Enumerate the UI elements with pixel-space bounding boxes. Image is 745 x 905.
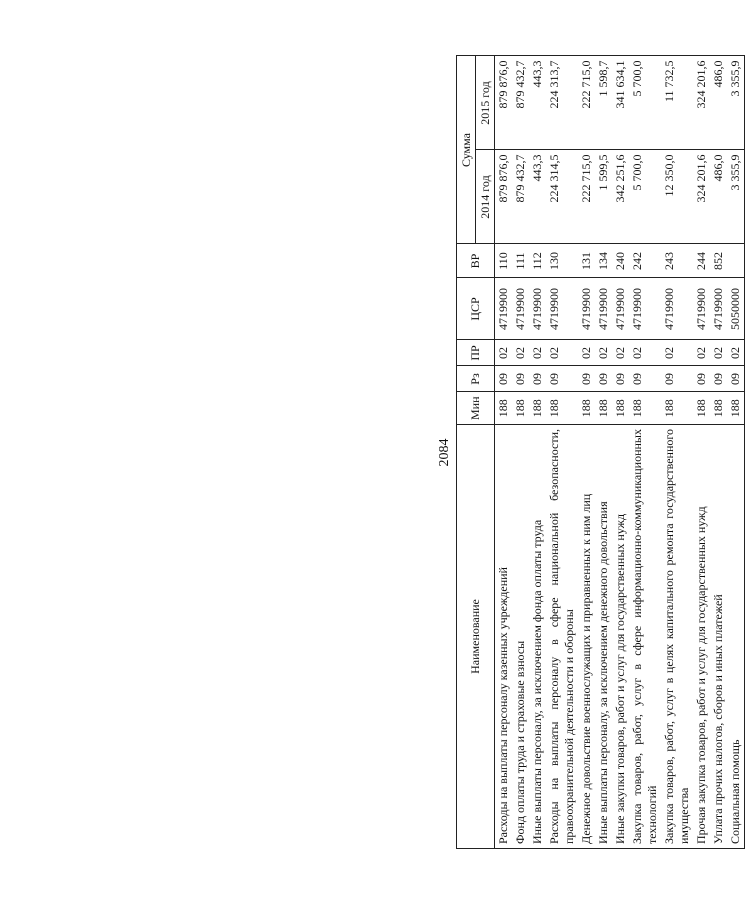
table-row xyxy=(612,56,629,849)
row-rz: 09 xyxy=(629,366,661,392)
row-2014: 324 201,6 xyxy=(693,150,710,244)
row-csr: 4719900 xyxy=(661,278,693,340)
row-rz: 09 xyxy=(495,366,513,392)
row-name: Закупка товаров, работ, услуг в сфере информационно-коммуникационных технологий xyxy=(629,425,661,849)
table-row xyxy=(595,56,612,849)
row-2014: 443,3 xyxy=(529,150,546,244)
row-2015: 224 313,7 xyxy=(546,56,578,150)
row-csr: 4719900 xyxy=(529,278,546,340)
row-2014: 342 251,6 xyxy=(612,150,629,244)
row-vr: 134 xyxy=(595,244,612,278)
row-rz: 09 xyxy=(512,366,529,392)
row-pr: 02 xyxy=(512,340,529,366)
header-sum: Сумма xyxy=(457,56,476,244)
row-name: Иные закупки товаров, работ и услуг для государственных нужд xyxy=(612,425,629,849)
row-2015: 11 732,5 xyxy=(661,56,693,150)
table-row xyxy=(629,56,661,849)
row-csr: 4719900 xyxy=(578,278,595,340)
row-2015: 486,0 xyxy=(710,56,727,150)
row-pr: 02 xyxy=(693,340,710,366)
row-pr: 02 xyxy=(727,340,745,366)
row-rz: 09 xyxy=(693,366,710,392)
row-csr: 4719900 xyxy=(693,278,710,340)
row-vr: 131 xyxy=(578,244,595,278)
header-2014: 2014 год xyxy=(476,150,495,244)
row-vr: 130 xyxy=(546,244,578,278)
row-min: 188 xyxy=(495,392,513,425)
row-2014: 5 700,0 xyxy=(629,150,661,244)
row-name: Расходы на выплаты персоналу казенных учреждений xyxy=(495,425,513,849)
row-2015: 443,3 xyxy=(529,56,546,150)
row-min: 188 xyxy=(529,392,546,425)
row-pr: 02 xyxy=(710,340,727,366)
row-2014: 3 355,9 xyxy=(727,150,745,244)
row-csr: 4719900 xyxy=(595,278,612,340)
header-pr: ПР xyxy=(457,340,495,366)
row-2015: 222 715,0 xyxy=(578,56,595,150)
row-name: Иные выплаты персоналу, за исключением денежного довольствия xyxy=(595,425,612,849)
row-name: Социальная помощь xyxy=(727,425,745,849)
row-pr: 02 xyxy=(546,340,578,366)
row-min: 188 xyxy=(629,392,661,425)
budget-table xyxy=(456,55,745,849)
header-2015: 2015 год xyxy=(476,56,495,150)
row-csr: 4719900 xyxy=(512,278,529,340)
row-vr: 244 xyxy=(693,244,710,278)
row-2014: 879 876,0 xyxy=(495,150,513,244)
header-rz: Рз xyxy=(457,366,495,392)
row-min: 188 xyxy=(546,392,578,425)
row-name: Прочая закупка товаров, работ и услуг для государственных нужд xyxy=(693,425,710,849)
row-2015: 5 700,0 xyxy=(629,56,661,150)
row-csr: 4719900 xyxy=(612,278,629,340)
row-name: Фонд оплаты труда и страховые взносы xyxy=(512,425,529,849)
row-csr: 4719900 xyxy=(546,278,578,340)
table-body xyxy=(495,56,745,849)
row-2015: 324 201,6 xyxy=(693,56,710,150)
row-rz: 09 xyxy=(727,366,745,392)
row-vr: 243 xyxy=(661,244,693,278)
row-name: Закупка товаров, работ, услуг в целях капитального ремонта государственного имущества xyxy=(661,425,693,849)
table-row xyxy=(710,56,727,849)
row-rz: 09 xyxy=(661,366,693,392)
table-row xyxy=(529,56,546,849)
row-csr: 4719900 xyxy=(495,278,513,340)
row-pr: 02 xyxy=(529,340,546,366)
table-row xyxy=(495,56,513,849)
row-min: 188 xyxy=(727,392,745,425)
row-2014: 222 715,0 xyxy=(578,150,595,244)
table-row xyxy=(578,56,595,849)
row-pr: 02 xyxy=(495,340,513,366)
row-vr: 852 xyxy=(710,244,727,278)
page-number: 2084 xyxy=(437,438,452,467)
row-csr: 5050000 xyxy=(727,278,745,340)
row-min: 188 xyxy=(693,392,710,425)
row-rz: 09 xyxy=(612,366,629,392)
row-rz: 09 xyxy=(710,366,727,392)
row-name: Денежное довольствие военнослужащих и приравненных к ним лиц xyxy=(578,425,595,849)
header-vr: ВР xyxy=(457,244,495,278)
table-row xyxy=(661,56,693,849)
row-vr: 110 xyxy=(495,244,513,278)
row-2014: 1 599,5 xyxy=(595,150,612,244)
row-min: 188 xyxy=(595,392,612,425)
row-vr: 111 xyxy=(512,244,529,278)
row-pr: 02 xyxy=(661,340,693,366)
header-csr: ЦСР xyxy=(457,278,495,340)
row-2014: 486,0 xyxy=(710,150,727,244)
row-pr: 02 xyxy=(595,340,612,366)
row-pr: 02 xyxy=(578,340,595,366)
row-2015: 3 355,9 xyxy=(727,56,745,150)
row-csr: 4719900 xyxy=(710,278,727,340)
row-name: Расходы на выплаты персоналу в сфере национальной безопасности, правоохранительной деятельности и обороны xyxy=(546,425,578,849)
row-2015: 879 432,7 xyxy=(512,56,529,150)
row-vr xyxy=(727,244,745,278)
row-name: Уплата прочих налогов, сборов и иных платежей xyxy=(710,425,727,849)
row-min: 188 xyxy=(710,392,727,425)
row-2015: 1 598,7 xyxy=(595,56,612,150)
row-name: Иные выплаты персоналу, за исключением фонда оплаты труда xyxy=(529,425,546,849)
row-min: 188 xyxy=(578,392,595,425)
row-rz: 09 xyxy=(546,366,578,392)
row-min: 188 xyxy=(661,392,693,425)
row-2014: 12 350,0 xyxy=(661,150,693,244)
row-rz: 09 xyxy=(529,366,546,392)
row-2015: 879 876,0 xyxy=(495,56,513,150)
row-rz: 09 xyxy=(578,366,595,392)
row-min: 188 xyxy=(612,392,629,425)
header-min: Мин xyxy=(457,392,495,425)
header-name: Наименование xyxy=(457,425,495,849)
row-vr: 112 xyxy=(529,244,546,278)
row-rz: 09 xyxy=(595,366,612,392)
table-row xyxy=(693,56,710,849)
row-pr: 02 xyxy=(612,340,629,366)
row-vr: 242 xyxy=(629,244,661,278)
row-2015: 341 634,1 xyxy=(612,56,629,150)
row-2014: 879 432,7 xyxy=(512,150,529,244)
row-min: 188 xyxy=(512,392,529,425)
table-row xyxy=(546,56,578,849)
table-row xyxy=(512,56,529,849)
row-2014: 224 314,5 xyxy=(546,150,578,244)
row-vr: 240 xyxy=(612,244,629,278)
table-row xyxy=(727,56,745,849)
row-pr: 02 xyxy=(629,340,661,366)
row-csr: 4719900 xyxy=(629,278,661,340)
